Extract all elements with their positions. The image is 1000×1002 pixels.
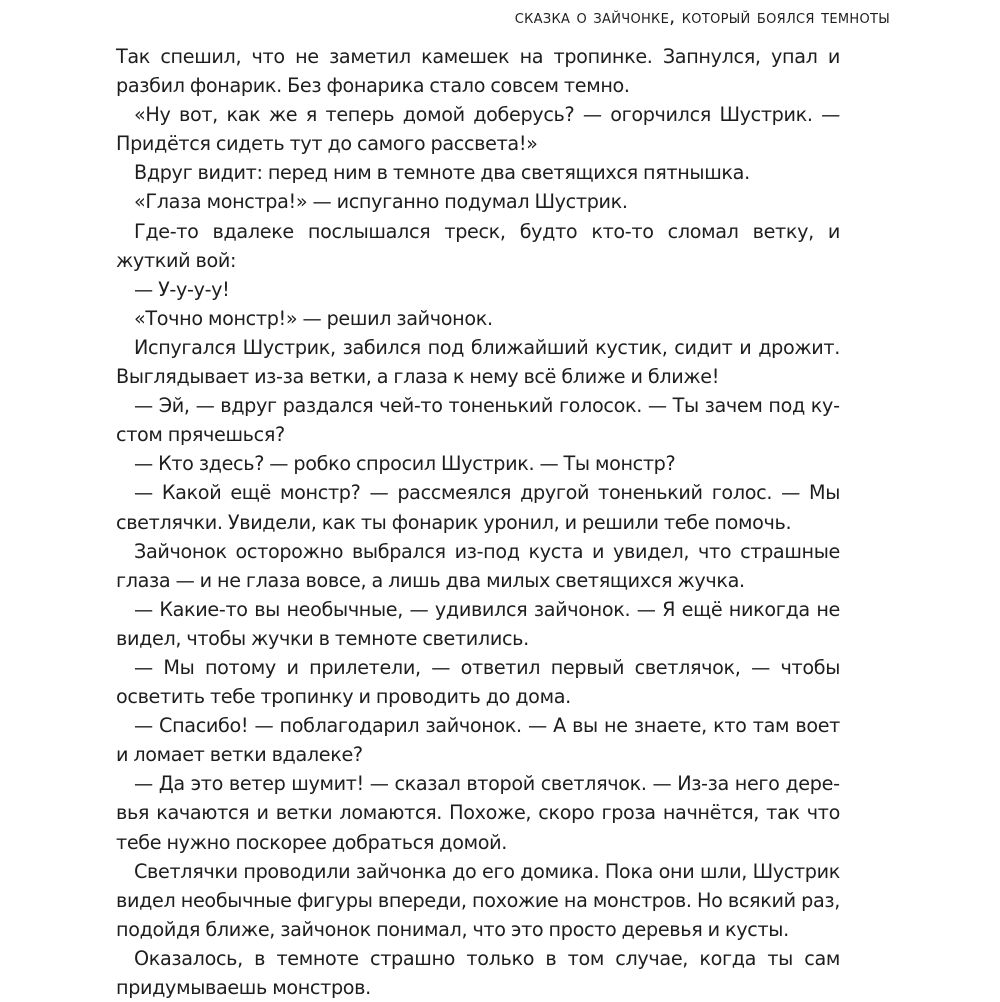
paragraph-2: «Ну вот, как же я теперь домой доберусь? — огорчился Шустрик. — Придётся сидеть тут до самого рассвета!»: [116, 103, 840, 156]
paragraph-13: — Какие-то вы необычные, — удивился зайчонок. — Я ещё никогда не видел, чтобы жучки в темноте светились.: [116, 597, 840, 650]
paragraph-16: — Да это ветер шумит! — сказал второй светлячок. — Из-за него деревья качаются и ветки ломаются. Похоже, скоро гроза начнётся, так что тебе нужно поскорее добраться домой.: [116, 772, 840, 854]
paragraph-7: «Точно монстр!» — решил зайчонок.: [134, 306, 493, 330]
page-body-text: [116, 42, 840, 1002]
paragraph-1: Так спешил, что не заметил камешек на тропинке. Запнулся, упал и разбил фонарик. Без фонарика стало совсем темно.: [116, 45, 840, 98]
paragraph-10: — Кто здесь? — робко спросил Шустрик. — Ты монстр?: [134, 452, 676, 476]
paragraph-14: — Мы потому и прилетели, — ответил первый светлячок, — чтобы осветить тебе тропинку и проводить до дома.: [116, 655, 840, 709]
paragraph-4: «Глаза монстра!» — испуганно подумал Шустрик.: [134, 190, 628, 214]
paragraph-9: — Эй, — вдруг раздался чей-то тоненький голосок. — Ты зачем под кустом прячешься?: [116, 394, 840, 447]
running-header-title: сказка о зайчонке, который боялся темноты: [514, 6, 890, 28]
paragraph-12: Зайчонок осторожно выбрался из-под куста и увидел, что страшные глаза — и не глаза вовсе, а лишь два милых светящихся жучка.: [116, 539, 840, 592]
paragraph-15: — Спасибо! — поблагодарил зайчонок. — А вы не знаете, кто там воет и ломает ветки вдалеке?: [116, 714, 840, 767]
paragraph-3: Вдруг видит: перед ним в темноте два светящихся пятнышка.: [134, 161, 750, 185]
paragraph-8: Испугался Шустрик, забился под ближайший кустик, сидит и дрожит. Выглядывает из-за ветки, а глаза к нему всё ближе и ближе!: [116, 335, 840, 389]
paragraph-18: Оказалось, в темноте страшно только в том случае, когда ты сам придумываешь монстров.: [116, 946, 840, 999]
paragraph-11: — Какой ещё монстр? — рассмеялся другой тоненький голос. — Мы светлячки. Увидели, как ты фонарик уронил, и решили тебе помочь.: [116, 481, 840, 534]
paragraph-6: — У-у-у-у!: [134, 277, 230, 301]
paragraph-17: Светлячки проводили зайчонка до его домика. Пока они шли, Шустрик видел необычные фигуры впереди, похожие на монстров. Но всякий раз, подойдя ближе, зайчонок понимал, что это просто деревья и кусты.: [116, 859, 840, 941]
paragraph-5: Где-то вдалеке послышался треск, будто кто-то сломал ветку, и жуткий вой:: [116, 219, 840, 272]
